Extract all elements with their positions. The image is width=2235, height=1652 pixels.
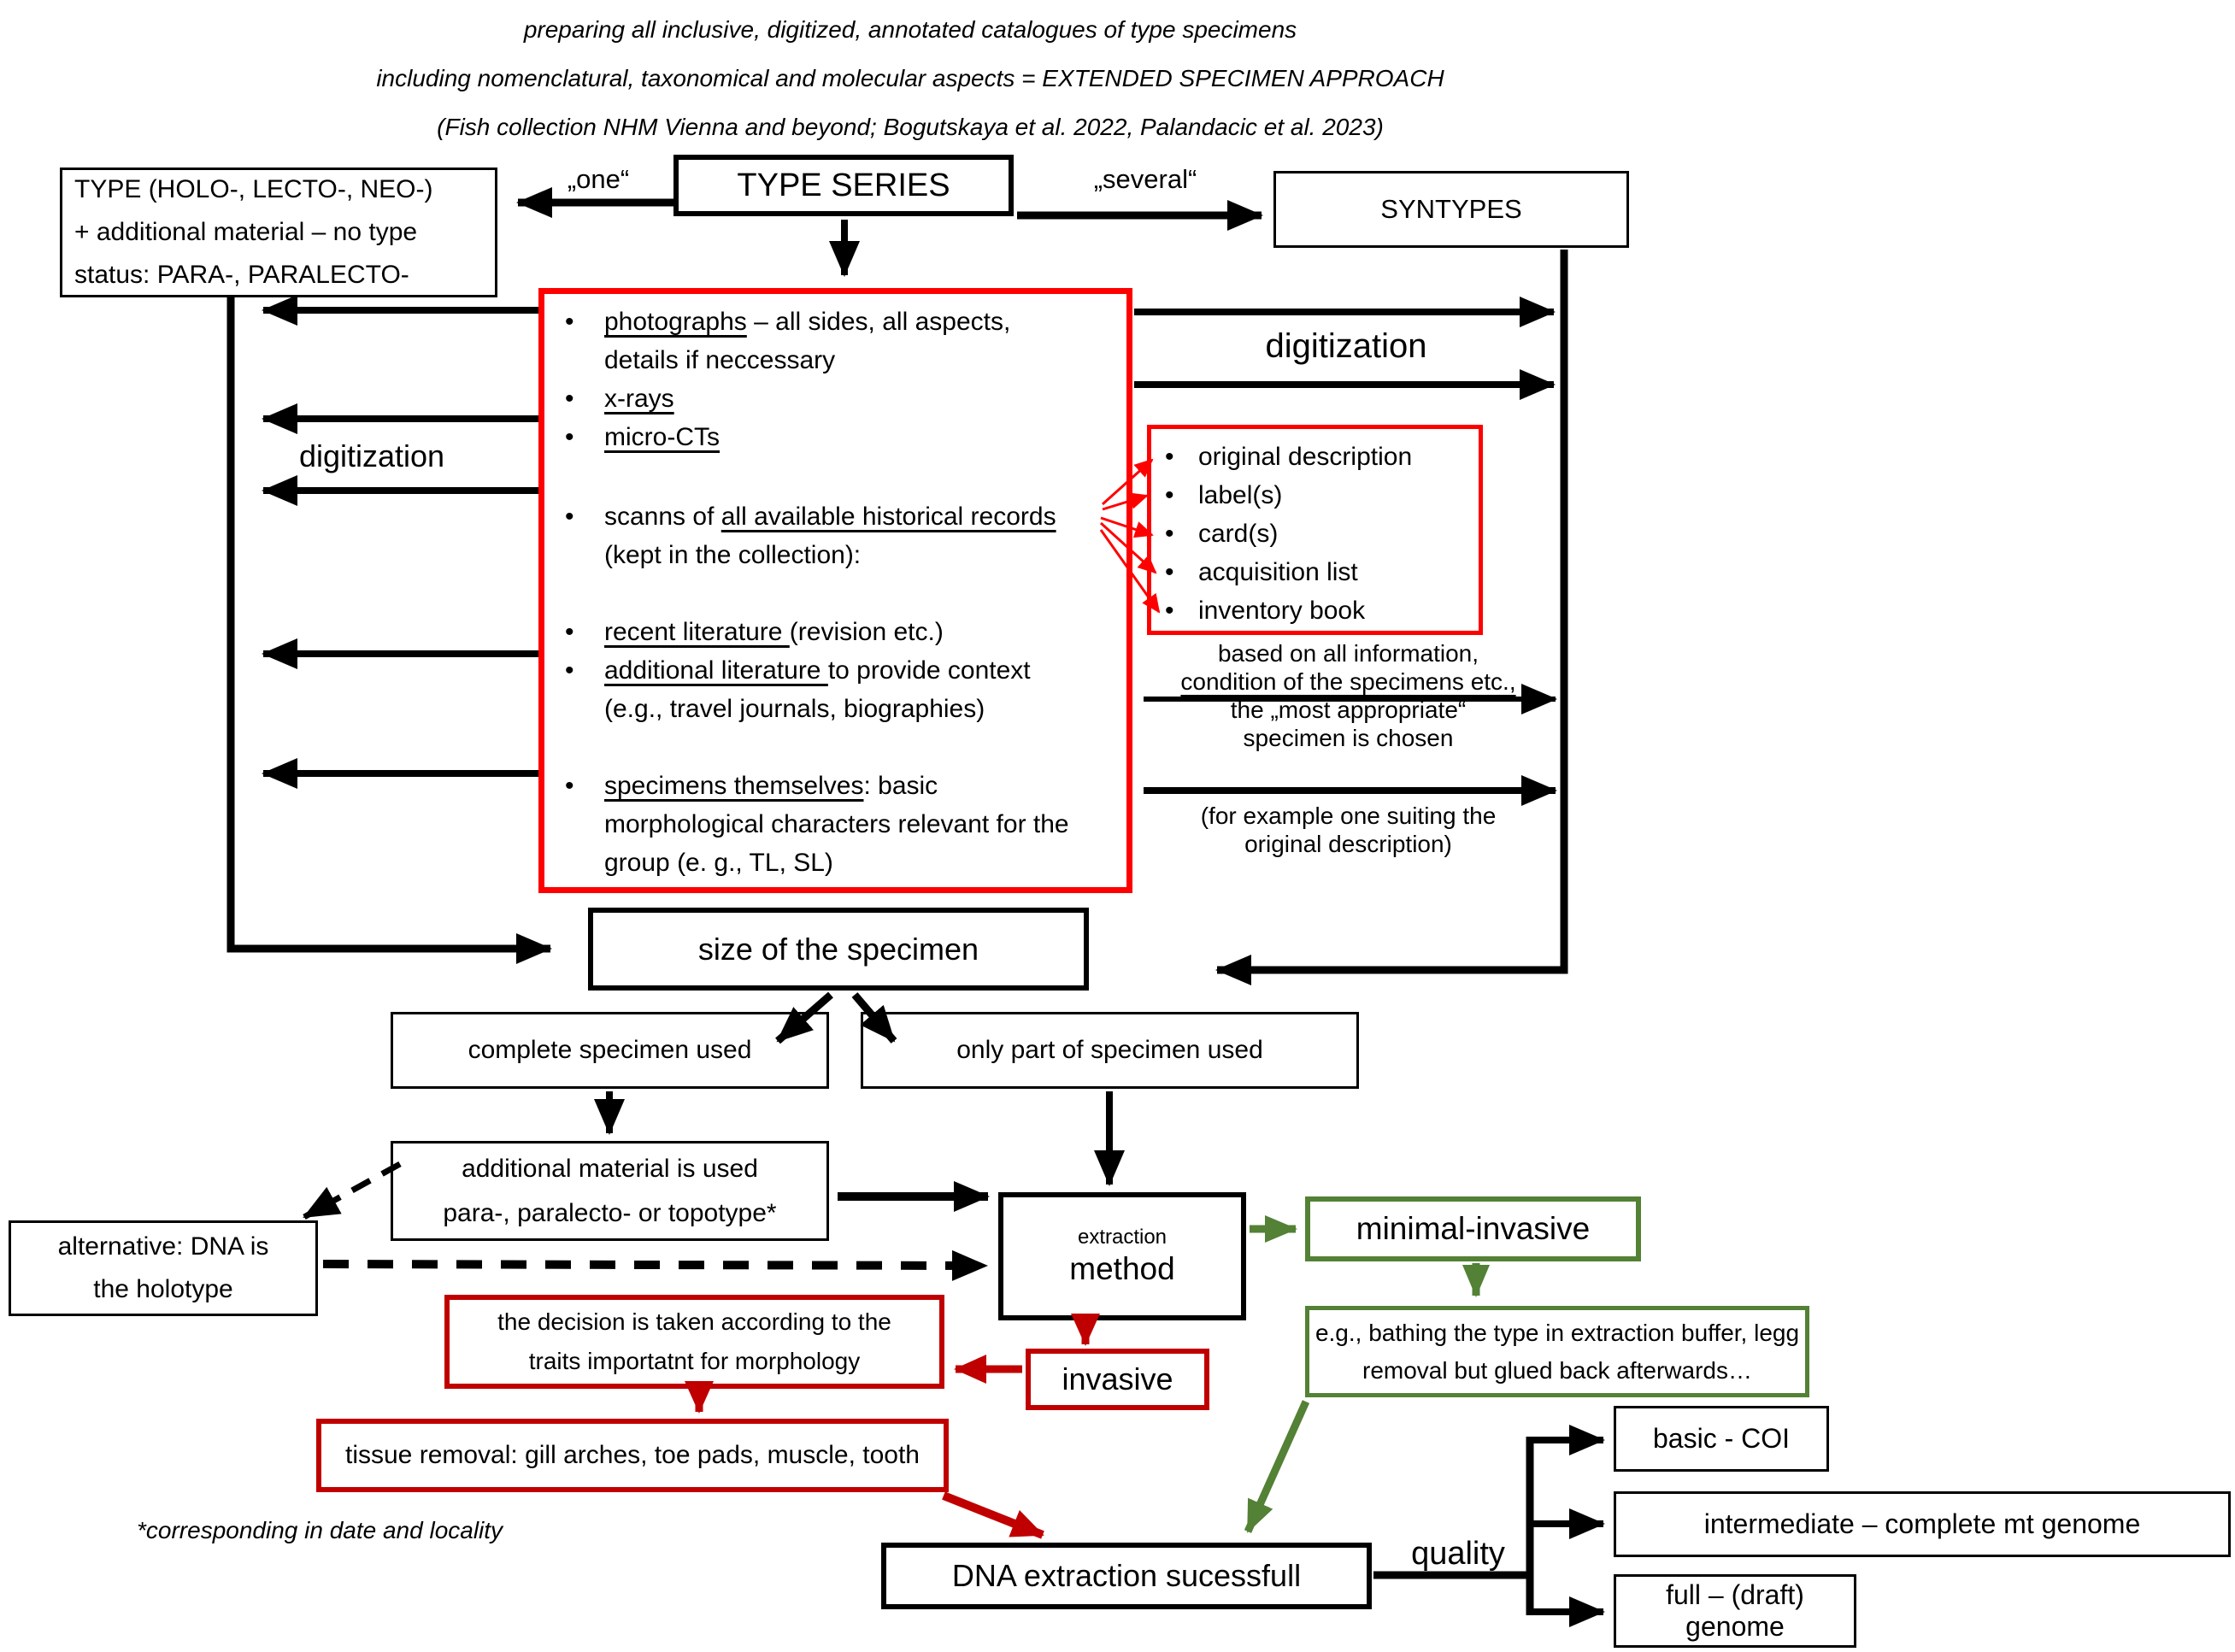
chosen-line2: condition of the specimens etc., [1180,668,1516,695]
complete-specimen-box [391,1012,829,1089]
dna-extraction-label: DNA extraction sucessfull [951,1558,1302,1593]
quality-full-label: full – (draft) genome [1666,1579,1804,1642]
type-holotype-box [60,168,497,297]
additional-material-box [391,1141,829,1241]
type-box-line2: + additional material – no type [74,218,418,246]
chosen-line3: the „most appropriate“ [1230,697,1467,723]
type-series-box [673,155,1014,216]
complete-specimen-label: complete specimen used [468,1036,752,1064]
edge-dashed-alternative-to-extraction [323,1264,986,1266]
footnote-text: *corresponding in date and locality [137,1517,503,1543]
bullet-scans-line2: (kept in the collection): [604,541,862,569]
bullet-specimens-line2: morphological characters relevant for the [604,810,1069,838]
syntypes-box [1273,171,1629,248]
invasive-label: invasive [1062,1361,1173,1396]
only-part-label: only part of specimen used [956,1036,1263,1064]
type-box-line1: TYPE (HOLO-, LECTO-, NEO-) [74,175,433,203]
bullet-recent-literature [544,613,944,651]
several-edge-label: „several“ [1093,164,1197,194]
alternative-dna-box [9,1220,318,1316]
bathing-note-line2: removal but glued back afterwards… [1362,1356,1752,1384]
example-line2: original description) [1244,831,1452,857]
bullet-specimens-line3: group (e. g., TL, SL) [604,849,833,877]
quality-full-box [1614,1574,1856,1648]
additional-literature-rest: to provide context [827,656,1031,685]
bathing-note-box [1305,1306,1809,1397]
bullet-photographs-line2: details if neccessary [604,346,836,374]
quality-intermediate-box [1614,1491,2231,1557]
minimal-invasive-label: minimal-invasive [1356,1211,1591,1246]
bathing-note-line1: e.g., bathing the type in extraction buffer, legg [1315,1319,1800,1346]
diagram-title [0,5,1820,151]
additional-material-line1: additional material is used [462,1154,758,1183]
record-item: • card(s) [1151,514,1278,553]
decision-traits-box [444,1295,944,1389]
minimal-invasive-box [1305,1196,1641,1261]
quality-basic-box [1614,1406,1829,1472]
invasive-box [1026,1349,1209,1410]
chosen-line4: specimen is chosen [1243,725,1454,751]
digitization-label-right: digitization [1265,327,1427,365]
specimens-rest: : basic [863,772,938,800]
alternative-dna-line2: the holotype [93,1275,233,1303]
bullet-specimens [544,767,938,805]
record-item: • label(s) [1151,476,1282,514]
size-of-specimen-box [588,908,1089,991]
record-item: • acquisition list [1151,553,1358,591]
photographs-rest: – all sides, all aspects, [746,308,1011,336]
method-large-label: method [1069,1251,1175,1286]
example-line1: (for example one suiting the [1200,802,1497,829]
xrays-term: x-rays [604,385,674,413]
specimens-term: specimens themselves [604,772,864,800]
example-suiting-text [1141,802,1556,858]
title-line-1: preparing all inclusive, digitized, annotated catalogues of type specimens [523,16,1297,43]
edge-tissue-to-dna [944,1496,1043,1535]
tissue-removal-box [316,1419,949,1492]
catalogue-tasks-box [538,288,1132,893]
bullet-microcts [544,418,720,456]
chosen-line1: based on all information, [1217,640,1479,667]
bullet-xrays [544,379,674,418]
bullet-additional-literature [544,651,1031,690]
record-item: • original description [1151,438,1412,476]
dna-extraction-box [881,1543,1372,1609]
alternative-dna-line1: alternative: DNA is [57,1232,269,1261]
only-part-box [861,1012,1359,1089]
title-line-2: including nomenclatural, taxonomical and molecular aspects = EXTENDED SPECIMEN APPROACH [376,65,1444,91]
historical-records-box [1147,425,1483,635]
syntypes-label: SYNTYPES [1380,194,1522,224]
edge-left-rail-to-size [231,297,550,949]
quality-intermediate-label: intermediate – complete mt genome [1703,1508,2141,1539]
additional-material-line2: para-, paralecto- or topotype* [443,1198,777,1227]
microcts-term: micro-CTs [604,423,720,451]
type-series-label: TYPE SERIES [737,167,950,203]
type-box-line3: status: PARA-, PARALECTO- [74,261,409,289]
decision-line1: the decision is taken according to the [497,1308,891,1335]
digitization-label-left: digitization [298,438,445,473]
recent-literature-term: recent literature [604,618,790,646]
tissue-removal-label: tissue removal: gill arches, toe pads, muscle, tooth [345,1441,920,1469]
edge-note-to-dna [1248,1402,1306,1531]
scans-term: all available historical records [720,503,1056,531]
bullet-photographs [544,303,1010,341]
extraction-small-label: extraction [1077,1226,1167,1249]
recent-literature-rest: (revision etc.) [789,618,944,646]
photographs-term: photographs [604,308,747,336]
size-of-specimen-label: size of the specimen [697,931,979,967]
quality-basic-label: basic - COI [1652,1423,1791,1454]
extraction-method-box [998,1192,1246,1320]
one-edge-label: „one“ [567,164,630,194]
scans-pre: scanns of [604,503,721,531]
decision-line2: traits importatnt for morphology [528,1348,861,1374]
bullet-scans [544,497,1056,536]
bullet-additional-literature-line2: (e.g., travel journals, biographies) [604,695,985,723]
quality-label: quality [1411,1536,1505,1572]
additional-literature-term: additional literature [604,656,828,685]
title-line-3: (Fish collection NHM Vienna and beyond; Bogutskaya et al. 2022, Palandacic et al. 2023) [437,114,1384,140]
record-item: • inventory book [1151,591,1365,630]
edge-dashed-additional-to-alternative [304,1164,400,1217]
chosen-specimen-text [1141,639,1556,752]
